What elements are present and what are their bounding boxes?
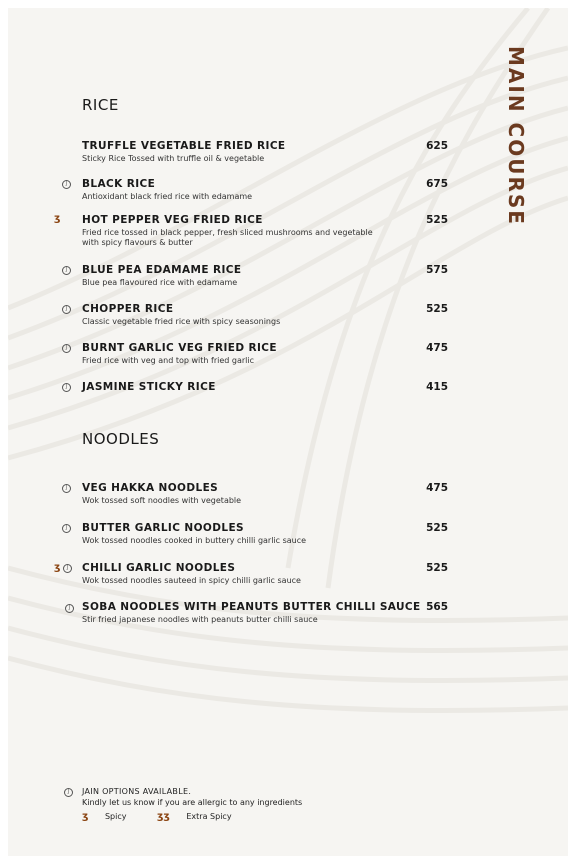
item-name: BUTTER GARLIC NOODLES bbox=[82, 522, 244, 534]
menu-item bbox=[82, 562, 448, 586]
item-name: BLUE PEA EDAMAME RICE bbox=[82, 264, 242, 276]
menu-item bbox=[82, 381, 448, 394]
legend-extra-spicy bbox=[157, 812, 246, 821]
legend-extra-spicy-label: Extra Spicy bbox=[186, 812, 232, 821]
chili-icon: ʒ bbox=[54, 562, 61, 573]
menu-item bbox=[82, 522, 448, 546]
item-name: VEG HAKKA NOODLES bbox=[82, 482, 219, 494]
page-title-main-course: MAIN COURSE bbox=[504, 46, 528, 226]
item-name: TRUFFLE VEGETABLE FRIED RICE bbox=[82, 140, 286, 152]
menu-footer bbox=[82, 786, 302, 822]
chili-icon: ʒ bbox=[54, 213, 61, 224]
section-title-noodles: NOODLES bbox=[82, 430, 160, 448]
item-name: SOBA NOODLES WITH PEANUTS BUTTER CHILLI SAUCE bbox=[82, 601, 421, 613]
jain-icon: J bbox=[63, 564, 72, 573]
item-name: BLACK RICE bbox=[82, 178, 156, 190]
menu-page bbox=[8, 8, 568, 856]
item-description: Wok tossed soft noodles with vegetable bbox=[82, 496, 242, 505]
menu-item bbox=[82, 264, 448, 288]
item-description: Classic vegetable fried rice with spicy seasonings bbox=[82, 317, 281, 326]
item-name: CHILLI GARLIC NOODLES bbox=[82, 562, 236, 574]
menu-item bbox=[82, 303, 448, 327]
double-chili-icon: ʒʒ bbox=[157, 811, 170, 822]
item-price: 525 bbox=[426, 522, 448, 534]
item-name: CHOPPER RICE bbox=[82, 303, 174, 315]
chili-icon: ʒ bbox=[82, 811, 89, 822]
item-price: 575 bbox=[426, 264, 448, 276]
jain-icon: J bbox=[62, 180, 71, 189]
jain-icon: J bbox=[64, 788, 73, 797]
jain-icon: J bbox=[62, 266, 71, 275]
menu-item bbox=[82, 140, 448, 164]
item-description: Fried rice with veg and top with fried garlic bbox=[82, 356, 254, 365]
jain-icon: J bbox=[62, 484, 71, 493]
item-description: Stir fried japanese noodles with peanuts butter chilli sauce bbox=[82, 615, 318, 624]
jain-icon: J bbox=[62, 524, 71, 533]
legend-spicy bbox=[82, 812, 140, 821]
spice-legend bbox=[82, 811, 302, 822]
item-description: Wok tossed noodles sauteed in spicy chilli garlic sauce bbox=[82, 576, 301, 585]
item-name: JASMINE STICKY RICE bbox=[82, 381, 216, 393]
item-price: 525 bbox=[426, 303, 448, 315]
jain-icon: J bbox=[62, 344, 71, 353]
menu-item bbox=[82, 214, 448, 248]
menu-item bbox=[82, 601, 448, 625]
menu-item bbox=[82, 342, 448, 366]
item-name: HOT PEPPER VEG FRIED RICE bbox=[82, 214, 263, 226]
item-price: 625 bbox=[426, 140, 448, 152]
jain-icon: J bbox=[65, 604, 74, 613]
item-description: Wok tossed noodles cooked in buttery chilli garlic sauce bbox=[82, 536, 307, 545]
menu-item bbox=[82, 178, 448, 202]
section-title-rice: RICE bbox=[82, 96, 119, 114]
item-description: Antioxidant black fried rice with edamame bbox=[82, 192, 253, 201]
item-price: 415 bbox=[426, 381, 448, 393]
item-price: 525 bbox=[426, 562, 448, 574]
item-name: BURNT GARLIC VEG FRIED RICE bbox=[82, 342, 277, 354]
allergy-note: Kindly let us know if you are allergic to any ingredients bbox=[82, 798, 303, 807]
legend-spicy-label: Spicy bbox=[104, 812, 127, 821]
item-price: 475 bbox=[426, 342, 448, 354]
item-description: Fried rice tossed in black pepper, fresh sliced mushrooms and vegetable with spicy flavours & butter bbox=[82, 228, 373, 247]
item-price: 475 bbox=[426, 482, 448, 494]
jain-note: JAIN OPTIONS AVAILABLE. bbox=[82, 787, 192, 796]
item-price: 565 bbox=[426, 601, 448, 613]
menu-item bbox=[82, 482, 448, 506]
item-description: Blue pea flavoured rice with edamame bbox=[82, 278, 238, 287]
jain-icon: J bbox=[62, 305, 71, 314]
jain-icon: J bbox=[62, 383, 71, 392]
item-price: 525 bbox=[426, 214, 448, 226]
item-description: Sticky Rice Tossed with truffle oil & vegetable bbox=[82, 154, 265, 163]
item-price: 675 bbox=[426, 178, 448, 190]
